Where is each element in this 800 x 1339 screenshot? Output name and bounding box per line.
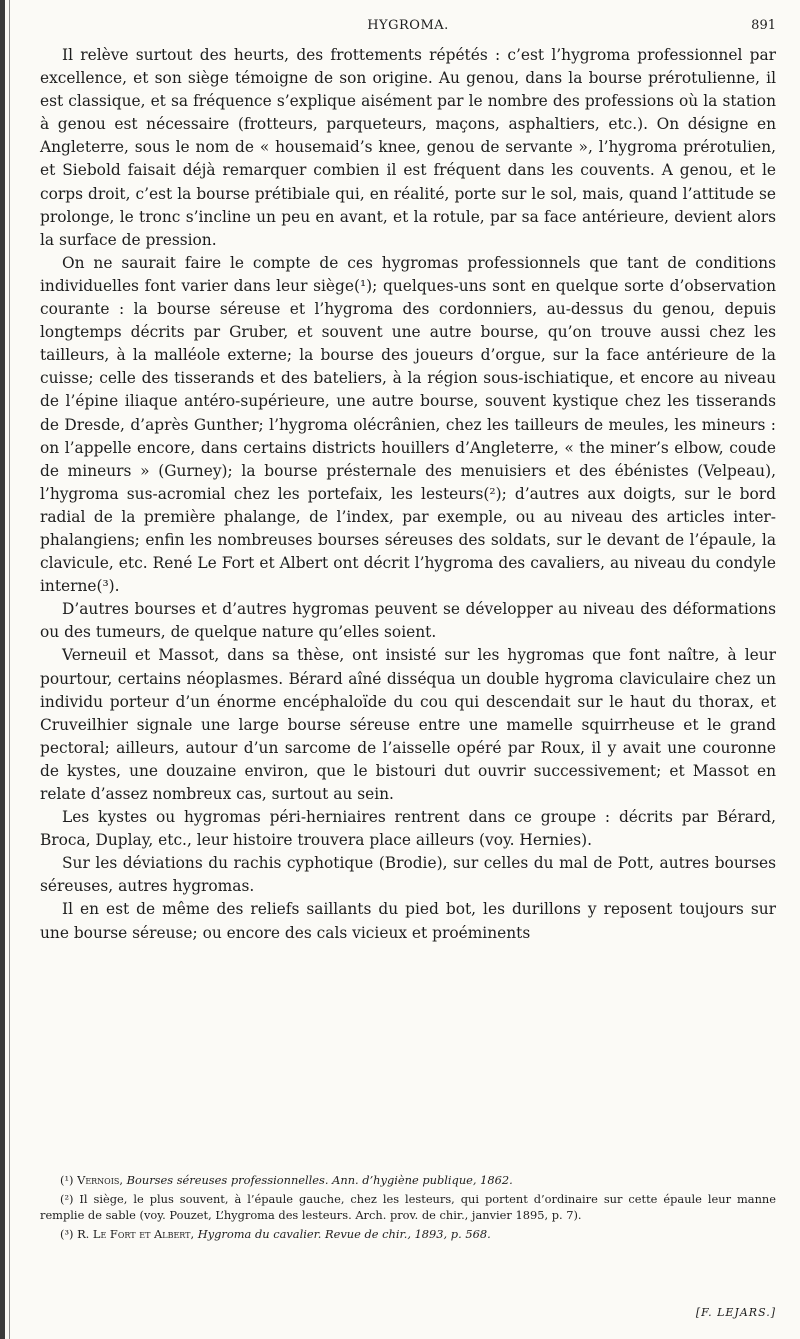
paragraph-3: D’autres bourses et d’autres hygromas peuvent se développer au niveau des déformations ou des tumeurs, de quelque nature qu’elles soient. [40, 600, 776, 642]
body-text [40, 44, 776, 945]
running-title: HYGROMA. [367, 18, 449, 33]
footnotes [40, 1172, 776, 1244]
document-page [40, 0, 776, 1339]
paragraph-2: On ne saurait faire le compte de ces hygromas professionnels que tant de conditions individuelles font varier dans leur siège(¹); quelques-uns sont en quelque sorte d’observation courante : la bourse séreuse et l’hygroma des cordonniers, au-dessus du genou, depuis longtemps décrits par Gruber, et souvent une autre bourse, qu’on trouve aussi chez les tailleurs, à la malléole externe; la bourse des joueurs d’orgue, sur la face antérieure de la cuisse; celle des tisserands et des bateliers, à la région sous-ischiatique, et encore au niveau de l’épine iliaque antéro-supérieure, une autre bourse, souvent kystique chez les tisserands de Dresde, d’après Gunther; l’hygroma olécrânien, chez les tailleurs de meules, les mineurs : on l’appelle encore, dans certains districts houillers d’Angleterre, « the miner’s elbow, coude de mineurs » (Gurney); la bourse présternale des menuisiers et des ébénistes (Velpeau), l’hygroma sus-acromial chez les portefaix, les lesteurs(²); d’autres aux doigts, sur le bord radial de la première phalange, de l’index, par exemple, ou au niveau des articles inter-phalangiens; enfin les nombreuses bourses séreuses des soldats, sur le devant de l’épaule, la clavicule, etc. René Le Fort et Albert ont décrit l’hygroma des cavaliers, au niveau du condyle interne(³). [40, 253, 776, 596]
page-number: 891 [751, 18, 776, 33]
paragraph-7: Il en est de même des reliefs saillants du pied bot, les durillons y reposent toujours sur une bourse séreuse; ou encore des cals vicieux et proéminents [40, 900, 776, 942]
page-binding-edge [0, 0, 5, 1339]
footnote-author: R. Le Fort et Albert, [77, 1226, 195, 1241]
footnote-author: Vernois, [77, 1173, 124, 1187]
paragraph-6: Sur les déviations du rachis cyphotique (Brodie), sur celles du mal de Pott, autres bourses séreuses, autres hygromas. [40, 854, 776, 896]
page-header [40, 14, 776, 40]
footnote-marker: (³) [60, 1226, 74, 1241]
footnote-marker: (²) [60, 1191, 74, 1206]
author-signature: [F. LEJARS.] [695, 1306, 776, 1319]
paragraph-5: Les kystes ou hygromas péri-herniaires rentrent dans ce groupe : décrits par Bérard, Broca, Duplay, etc., leur histoire trouvera place ailleurs (voy. Hernies). [40, 808, 776, 850]
footnote-3 [40, 1226, 776, 1243]
page-binding-line [9, 0, 10, 1339]
footnote-text: Bourses séreuses professionnelles. Ann. d’hygiène publique, 1862. [126, 1173, 513, 1187]
paragraph-1: Il relève surtout des heurts, des frottements répétés : c’est l’hygroma professionnel par excellence, et son siège témoigne de son origine. Au genou, dans la bourse prérotulienne, il est classique, et sa fréquence s’explique aisément par le nombre des professions où la station à genou est nécessaire (frotteurs, parqueteurs, maçons, asphaltiers, etc.). On désigne en Angleterre, sous le nom de « housemaid’s knee, genou de servante », l’hygroma prérotulien, et Siebold faisait déjà remarquer combien il est fréquent dans les couvents. A genou, et le corps droit, c’est la bourse prétibiale qui, en réalité, porte sur le sol, mais, quand l’attitude se prolonge, le tronc s’incline un peu en avant, et la rotule, par sa face antérieure, devient alors la surface de pression. [40, 46, 776, 249]
paragraph-4: Verneuil et Massot, dans sa thèse, ont insisté sur les hygromas que font naître, à leur pourtour, certains néoplasmes. Bérard aîné disséqua un double hygroma claviculaire chez un individu porteur d’un énorme encéphaloïde du cou qui descendait sur le haut du thorax, et Cruveilhier signale une large bourse séreuse entre une mamelle squirrheuse et le grand pectoral; ailleurs, autour d’un sarcome de l’aisselle opéré par Roux, il y avait une couronne de kystes, une douzaine environ, que le bistouri dut ouvrir successivement; et Massot en relate d’assez nombreux cas, surtout au sein. [40, 646, 776, 803]
footnote-marker: (¹) [60, 1173, 74, 1187]
footnote-1 [40, 1172, 776, 1189]
footnote-text: Hygroma du cavalier. Revue de chir., 1893, p. 568. [197, 1226, 491, 1241]
footnote-2 [40, 1191, 776, 1224]
footnote-text: Il siège, le plus souvent, à l’épaule gauche, chez les lesteurs, qui portent d’ordinaire sur cette épaule leur manne remplie de sable (voy. Pouzet, L’hygroma des lesteurs. Arch. prov. de chir., janvier 1895, p. 7). [40, 1191, 776, 1222]
